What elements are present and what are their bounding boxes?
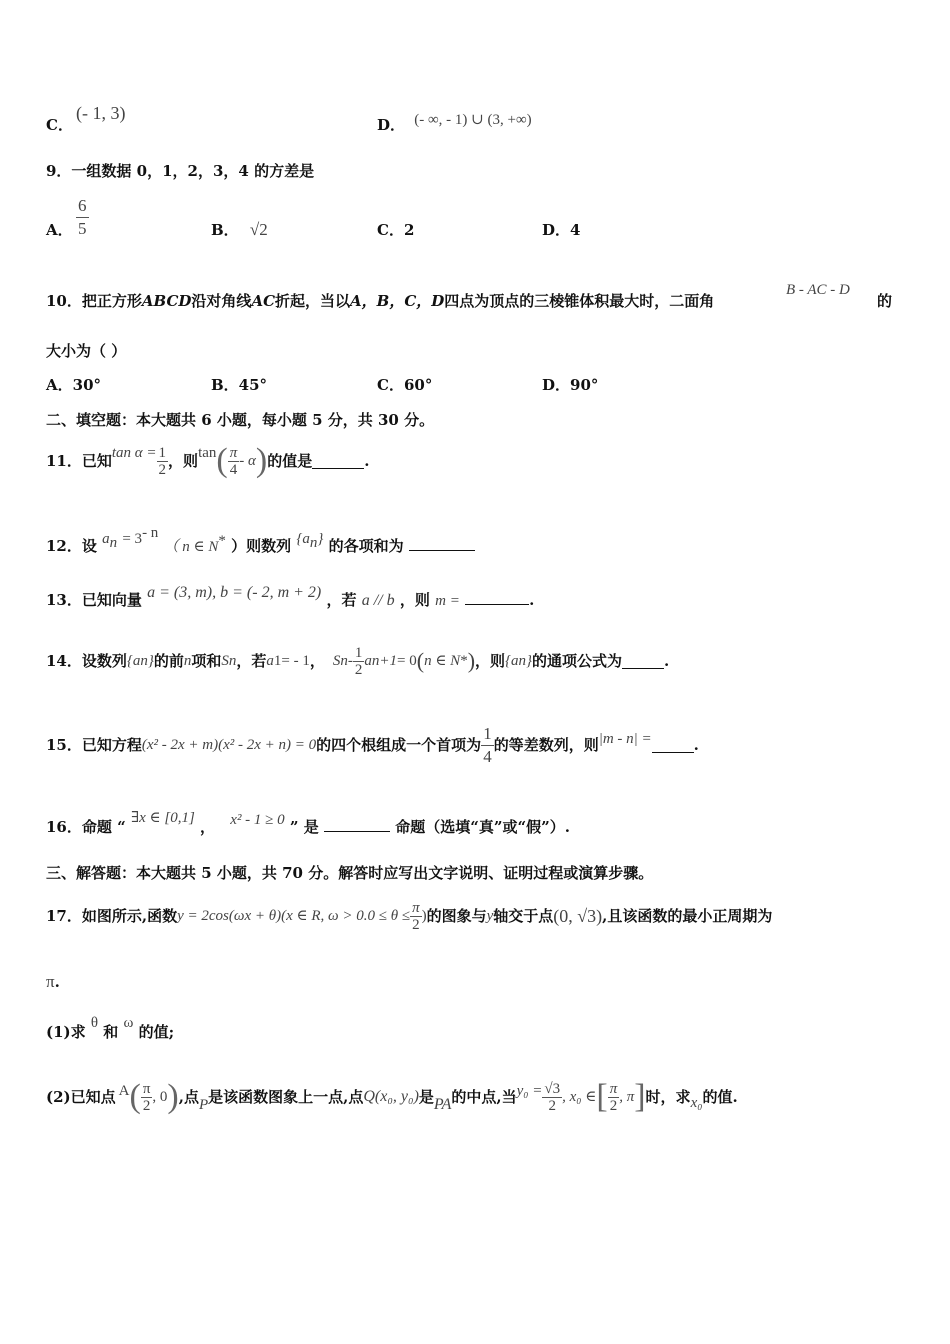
superscript: *	[460, 653, 468, 669]
text: .	[364, 452, 370, 470]
answer-blank[interactable]	[312, 454, 364, 469]
q16	[46, 810, 570, 838]
numerator: 6	[76, 195, 89, 218]
denominator: 5	[78, 219, 87, 238]
q10-option-c	[377, 375, 432, 395]
numerator: π	[412, 899, 420, 916]
fraction	[141, 1081, 153, 1114]
q9-stem	[46, 161, 314, 181]
math: ∃x ∈ [0,1]	[130, 810, 195, 826]
text: 的值.	[702, 1088, 738, 1106]
subscript: 1	[273, 653, 282, 669]
math: , x₀ ∈	[562, 1089, 597, 1105]
text: ,且该函数的最小正周期为	[602, 907, 773, 925]
left-paren: (	[129, 1078, 141, 1115]
sn-equation	[333, 645, 475, 678]
math: , π	[619, 1089, 635, 1105]
fraction	[481, 723, 494, 768]
fraction	[228, 445, 240, 478]
text: ，则	[399, 591, 430, 609]
q17-period	[46, 972, 60, 992]
fraction	[410, 900, 422, 933]
text: 四点为顶点的三棱锥体积最大时，二面角	[444, 292, 715, 310]
q14	[46, 636, 669, 686]
right-paren: )	[255, 442, 268, 479]
denominator: 2	[354, 661, 363, 678]
q9-option-a-fraction	[76, 195, 89, 240]
text: .	[54, 973, 60, 991]
text: ，	[309, 652, 325, 670]
text: 的图象与	[426, 907, 487, 925]
answer-blank[interactable]	[324, 817, 390, 832]
math: a	[364, 653, 372, 669]
text: ，	[200, 818, 216, 836]
text: ,点	[178, 1088, 199, 1106]
text: 13．已知向量	[46, 591, 142, 609]
math: y₀ =	[516, 1083, 543, 1099]
math: PA	[433, 1096, 452, 1113]
text: .	[693, 736, 699, 754]
text: ” 是	[289, 818, 319, 836]
text: 和	[103, 1023, 119, 1041]
math: a	[266, 653, 274, 669]
text: ，则	[475, 652, 506, 670]
subscript: n	[228, 653, 237, 669]
answer-blank[interactable]	[465, 590, 529, 605]
q8-option-c-math	[76, 103, 125, 124]
text: 的前	[153, 652, 184, 670]
math: S	[332, 653, 341, 669]
numerator: π	[142, 1080, 151, 1097]
subscript: n	[140, 653, 148, 669]
math: θ	[90, 1015, 99, 1031]
heading-text: 三、解答题：本大题共 5 小题，共 70 分。解答时应写出文字说明、证明过程或演算步骤。	[46, 864, 654, 882]
text: 轴交于点	[493, 907, 554, 925]
math: , 0	[152, 1089, 168, 1105]
subscript: n	[309, 535, 318, 551]
math: }	[147, 653, 154, 669]
option-label: C．	[46, 116, 73, 134]
text: 项和	[191, 652, 222, 670]
subscript: n	[340, 653, 348, 669]
left-paren: (	[416, 648, 425, 673]
text: 折起，当以	[275, 292, 351, 310]
denominator: 4	[229, 461, 238, 478]
vector-expression: a = (3, m), b = (- 2, m + 2)	[147, 584, 322, 601]
math: π	[46, 972, 55, 991]
text: ，若	[326, 591, 357, 609]
text: 是	[418, 1088, 434, 1106]
math: = 0	[397, 653, 417, 669]
option-text: B．45°	[211, 376, 268, 394]
q15	[46, 720, 699, 770]
left-paren: (	[216, 442, 228, 479]
text: 15．已知方程	[46, 736, 142, 754]
q9-option-a-label	[46, 220, 73, 240]
text: (2)已知点	[46, 1088, 116, 1106]
answer-blank[interactable]	[622, 654, 664, 669]
math: {a	[505, 653, 519, 669]
q10-option-b	[211, 375, 267, 395]
denominator: 2	[412, 916, 420, 933]
text: 14．设数列	[46, 652, 127, 670]
answer-blank[interactable]	[652, 738, 694, 753]
math: - α	[239, 453, 256, 469]
math: )	[421, 908, 427, 924]
text: 10．把正方形	[46, 292, 142, 310]
math: {a	[126, 653, 141, 669]
math: n	[183, 653, 192, 669]
q8-option-c	[46, 115, 73, 135]
denominator: 2	[548, 1097, 556, 1114]
fraction	[157, 445, 169, 478]
text: 是该函数图象上一点,点	[208, 1088, 364, 1106]
q10-stem-line2	[46, 341, 126, 361]
right-paren: )	[167, 1078, 179, 1115]
numerator: π	[229, 444, 238, 461]
denominator: 2	[609, 1097, 618, 1114]
text: 的通项公式为	[532, 652, 623, 670]
text: 的各项和为	[328, 537, 404, 555]
q8-option-d	[377, 112, 532, 136]
text: 的值是	[267, 452, 313, 470]
angle-expression: B - AC - D	[786, 282, 850, 298]
math: tan	[198, 445, 217, 461]
q10-de	[877, 291, 892, 311]
math: {a	[296, 531, 310, 547]
numerator: 1	[354, 644, 363, 661]
numerator: √3	[544, 1080, 561, 1097]
q12	[46, 525, 475, 561]
q10-dihedral-angle	[786, 279, 850, 300]
question-text: 9．一组数据 0，1，2，3，4 的方差是	[46, 162, 315, 180]
denominator: 2	[142, 1097, 151, 1114]
q17-part1	[46, 1015, 175, 1043]
math: a	[102, 531, 110, 547]
text: (1)求	[46, 1023, 86, 1041]
point-expression: (0, √3)	[553, 906, 603, 926]
subscript: n+1	[371, 653, 398, 669]
equation: (x² - 2x + m)(x² - 2x + n) = 0	[141, 737, 317, 753]
interval-expression: (- 1, 3)	[76, 103, 126, 123]
numerator: π	[609, 1080, 618, 1097]
option-label: B．	[211, 221, 239, 239]
option-label: A．	[46, 221, 73, 239]
text: 的四个根组成一个首项为	[316, 736, 482, 754]
math: Q(x₀, y₀)	[363, 1088, 419, 1105]
q11	[46, 436, 369, 486]
text: 的中点,当	[451, 1088, 517, 1106]
text: 沿对角线	[191, 292, 252, 310]
math: x₀	[690, 1095, 703, 1111]
text: 的等差数列，则	[493, 736, 599, 754]
right-bracket: ]	[634, 1078, 646, 1115]
var: AC	[251, 292, 276, 310]
text: 大小为（ ）	[46, 342, 127, 360]
q10-option-a	[46, 375, 101, 395]
q17-stem	[46, 892, 772, 940]
q9-option-d	[542, 220, 580, 240]
option-text: A．30°	[46, 376, 102, 394]
math: （ n ∈ N	[163, 539, 219, 555]
q10-option-d	[542, 375, 598, 395]
text: ，若	[236, 652, 267, 670]
math: n ∈ N	[424, 653, 461, 669]
math: y	[486, 908, 494, 924]
text: 命题（选填“真”或“假”）.	[395, 818, 570, 836]
text: .	[664, 652, 670, 670]
option-text: C．60°	[377, 376, 433, 394]
interval-expression: (- ∞, - 1) ∪ (3, +∞)	[414, 112, 532, 128]
fraction	[608, 1081, 620, 1114]
text: ，则	[168, 452, 199, 470]
fraction	[542, 1081, 562, 1114]
text: 时，求	[645, 1088, 691, 1106]
parallel-condition: a // b	[361, 592, 395, 609]
q10-stem-line1	[46, 291, 714, 311]
text: 的值;	[138, 1023, 175, 1041]
math: m =	[435, 593, 460, 609]
math: P	[198, 1097, 209, 1113]
q9-option-c	[377, 220, 414, 240]
option-text: D．4	[542, 221, 581, 239]
fraction	[76, 195, 89, 240]
section-3-heading	[46, 863, 653, 883]
subscript: n	[518, 653, 527, 669]
subscript: n	[109, 535, 118, 551]
math: ω	[123, 1015, 134, 1031]
denominator: 4	[483, 746, 492, 766]
text: 17．如图所示,函数	[46, 907, 178, 925]
math: x² - 1 ≥ 0	[230, 812, 285, 828]
text: 11．已知	[46, 452, 112, 470]
math: tan α =	[111, 445, 157, 461]
var: ABCD	[141, 292, 192, 310]
math: A	[118, 1083, 130, 1099]
math: S	[221, 653, 229, 669]
superscript: *	[218, 533, 226, 549]
q13	[46, 584, 535, 611]
heading-text: 二、填空题：本大题共 6 小题，每小题 5 分，共 30 分。	[46, 411, 435, 429]
right-paren: )	[467, 648, 476, 673]
math: |m - n| =	[598, 731, 652, 747]
sqrt-expression: √2	[249, 220, 268, 239]
math: }	[526, 653, 533, 669]
option-text: C．2	[377, 221, 415, 239]
text: ）则数列	[225, 537, 292, 555]
q17-part2	[46, 1072, 738, 1122]
denominator: 2	[158, 461, 167, 478]
text: 的	[877, 292, 893, 310]
left-bracket: [	[596, 1078, 608, 1115]
var: A，B，C，D	[350, 292, 445, 310]
math: = - 1	[281, 653, 310, 669]
text: .	[529, 591, 535, 609]
section-2-heading	[46, 410, 434, 430]
math: = 3	[122, 531, 143, 547]
answer-blank[interactable]	[409, 536, 475, 551]
q9-option-b	[211, 220, 268, 240]
numerator: 1	[158, 444, 167, 461]
numerator: 1	[481, 723, 494, 746]
text: 16．命题 “	[46, 818, 126, 836]
superscript: - n	[142, 525, 159, 541]
text: 12．设	[46, 537, 97, 555]
math: -	[347, 653, 353, 669]
option-label: D．	[377, 116, 406, 134]
math: }	[317, 531, 324, 547]
fraction	[353, 645, 365, 678]
function-expression: y = 2cos(ωx + θ)(x ∈ R, ω > 0.0 ≤ θ ≤	[177, 908, 411, 924]
option-text: D．90°	[542, 376, 599, 394]
